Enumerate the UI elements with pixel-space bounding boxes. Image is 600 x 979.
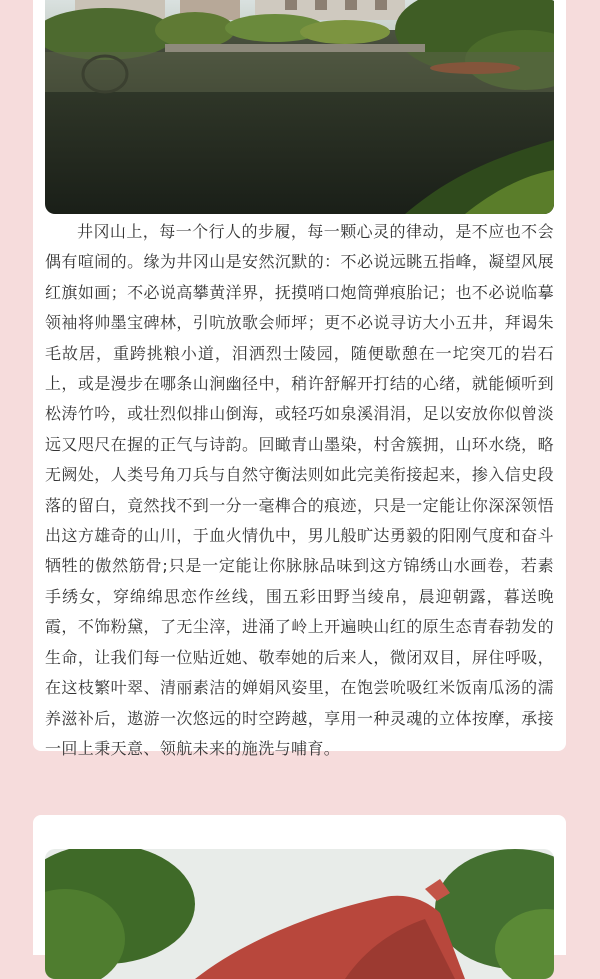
article-paragraph: 井冈山上，每一个行人的步履，每一颗心灵的律动，是不应也不会偶有喧闹的。缘为井冈山是安然沉默的：不必说远眺五指峰，凝望风展红旗如画；不必说高攀黄洋界，抚摸哨口炮筒弹痕胎记；也不必说临摹领袖将帅墨宝碑林，引吭放歌会师坪；更不必说寻访大小五井，拜谒朱毛故居，重跨挑粮小道，泪洒烈士陵园，随便歇憩在一坨突兀的岩石上，或是漫步在哪条山涧幽径中，稍许舒解开打结的心绪，就能倾听到松涛竹吟，或壮烈似排山倒海，或轻巧如泉溪涓涓，足以安放你似曾淡远又咫尺在握的正气与诗韵。回瞰青山墨染，村舍簇拥，山环水绕，略无阙处，人类号角刀兵与自然守衡法则如此完美衔接起来，掺入信史段落的留白，竟然找不到一分一毫榫合的痕迹，只是一定能让你深深领悟出这方雄奇的山川，于血火情仇中，男儿般旷达勇毅的阳刚气度和奋斗牺牲的傲然筋骨;只是一定能让你脉脉品味到这方锦绣山水画卷，若素手绣女，穿绵绵思恋作丝线，围五彩田野当绫帛，晨迎朝露，暮送晚霞，不饰粉黛，了无尘滓，进涌了岭上开遍映山红的原生态青春勃发的生命，让我们每一位贴近她、敬奉她的后来人，微闭双目，屏住呼吸，在这枝繁叶翠、清丽素洁的婵娟风姿里，在饱尝吮吸红米饭南瓜汤的濡养滋补后，遨游一次悠远的时空跨越，享用一种灵魂的立体按摩，承接一回上秉天意、领航未来的施洗与哺育。: [45, 222, 554, 758]
lake-scene-image: [45, 0, 554, 214]
lake-photo: [45, 0, 554, 214]
next-card: [33, 815, 566, 955]
article-card: [33, 0, 566, 758]
sculpture-photo: [45, 849, 554, 979]
monument-image: [45, 849, 554, 979]
